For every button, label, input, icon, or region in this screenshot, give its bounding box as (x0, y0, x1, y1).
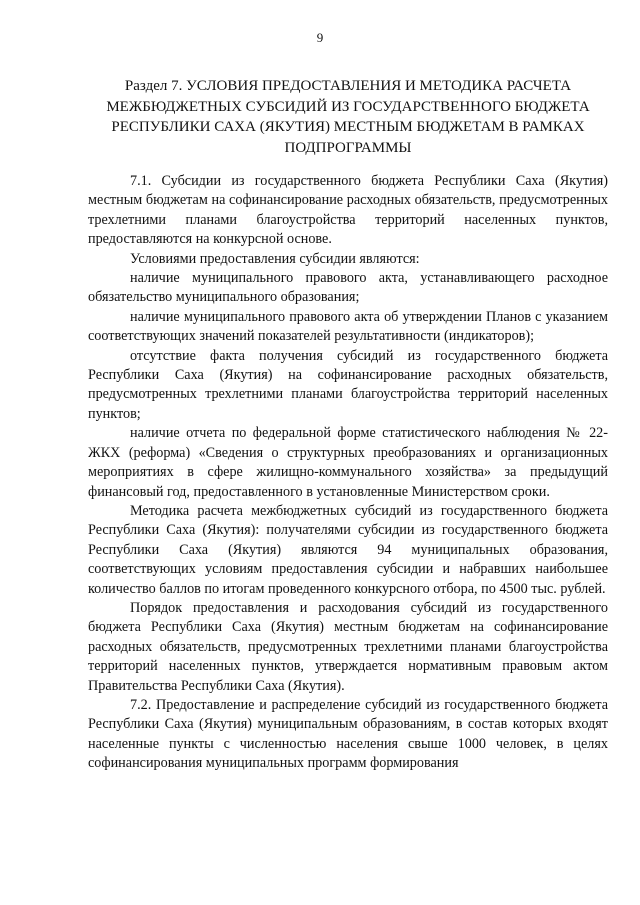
paragraph-calculation-method: Методика расчета межбюджетных субсидий из государственного бюджета Республики Саха (Якутия): получателями субсидии из государственного бюджета Республики Саха (Якутия) являются 94 муниципальных образования, соответствующих условиям предоставления субсидии и набравших наибольшее количество баллов по итогам проведенного конкурсного отбора, по 4500 тыс. рублей. (88, 502, 608, 597)
page-number: 9 (316, 30, 324, 45)
document-body (88, 172, 608, 774)
paragraph-condition-legal-act: наличие муниципального правового акта, устанавливающего расходное обязательство муниципального образования; (88, 270, 608, 306)
paragraph-condition-plans-act: наличие муниципального правового акта об утверждении Планов с указанием соответствующих значений показателей результативности (индикаторов); (88, 308, 608, 345)
paragraph-condition-no-subsidy: отсутствие факта получения субсидий из государственного бюджета Республики Саха (Якутия) на софинансирование расходных обязательств, предусмотренных трехлетними планами благоустройства территорий населенных пунктов; (88, 347, 608, 422)
paragraph-procedure: Порядок предоставления и расходования субсидий из государственного бюджета Республики Саха (Якутия) местным бюджетам на софинансирование расходных обязательств, предусмотренных трехлетними планами благоустройства территорий населенных пунктов, утверждается нормативным правовым актом Правительства Республики Саха (Якутия). (88, 599, 608, 694)
paragraph-7-1: 7.1. Субсидии из государственного бюджета Республики Саха (Якутия) местным бюджетам на софинансирование расходных обязательств, предусмотренных трехлетними планами благоустройства территорий населенных пунктов, предоставляются на конкурсной основе. (88, 173, 608, 248)
paragraph-conditions-intro: Условиями предоставления субсидии являются: (130, 250, 420, 267)
section-title: Раздел 7. УСЛОВИЯ ПРЕДОСТАВЛЕНИЯ И МЕТОДИКА РАСЧЕТА МЕЖБЮДЖЕТНЫХ СУБСИДИЙ ИЗ ГОСУДАРСТВЕННОГО БЮДЖЕТА РЕСПУБЛИКИ САХА (ЯКУТИЯ) МЕСТНЫМ БЮДЖЕТАМ В РАМКАХ ПОДПРОГРАММЫ (106, 78, 590, 156)
paragraph-7-2: 7.2. Предоставление и распределение субсидий из государственного бюджета Республики Саха (Якутия) муниципальным образованиям, в состав которых входят населенные пункты с численностью населения свыше 1000 человек, в целях софинансирования муниципальных программ формирования (88, 696, 608, 772)
paragraph-condition-report: наличие отчета по федеральной форме статистического наблюдения № 22-ЖКХ (реформа) «Сведения о структурных преобразованиях и организационных мероприятиях в сфере жилищно-коммунального хозяйства» за предыдущий финансовый год, предоставленного в установленные Министерством сроки. (88, 425, 608, 500)
